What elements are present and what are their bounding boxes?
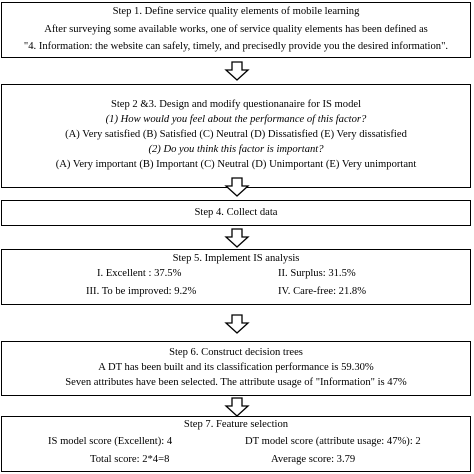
step23-title: Step 2 &3. Design and modify questionanaire for IS model (110, 99, 362, 110)
step23-answers1: (A) Very satisfied (B) Satisfied (C) Neutral (D) Dissatisfied (E) Very dissatisfied (65, 129, 407, 140)
step1-line2: "4. Information: the website can safely, timely, and precisedly provide you the desired information". (23, 41, 449, 52)
step5-quadrant1: I. Excellent : 37.5% (97, 268, 182, 279)
step6-title: Step 6. Construct decision trees (169, 347, 303, 358)
step6-line1: A DT has been built and its classification performance is 59.30% (98, 362, 374, 373)
step23-question1: (1) How would you feel about the performance of this factor? (105, 114, 367, 125)
down-arrow-icon (224, 177, 250, 197)
step7-total-score: Total score: 2*4=8 (90, 454, 170, 465)
down-arrow-icon (224, 61, 250, 81)
step5-quadrant4: IV. Care-free: 21.8% (278, 286, 367, 297)
down-arrow-icon (224, 314, 250, 334)
down-arrow-icon (224, 228, 250, 248)
step7-is-score: IS model score (Excellent): 4 (48, 436, 173, 447)
step7-box (1, 416, 471, 472)
step4-title: Step 4. Collect data (194, 207, 278, 218)
step7-average-score: Average score: 3.79 (271, 454, 356, 465)
step6-line2: Seven attributes have been selected. The attribute usage of "Information" is 47% (65, 377, 407, 388)
step1-title: Step 1. Define service quality elements of mobile learning (112, 6, 360, 17)
down-arrow-icon (224, 397, 250, 417)
step1-line1: After surveying some available works, one of service quality elements has been defined as (44, 24, 428, 35)
step5-quadrant2: II. Surplus: 31.5% (278, 268, 356, 279)
step5-box (1, 249, 471, 305)
step7-dt-score: DT model score (attribute usage: 47%): 2 (245, 436, 421, 447)
step23-box (1, 84, 471, 188)
step4-box (1, 200, 471, 226)
step23-question2: (2) Do you think this factor is important? (148, 144, 324, 155)
step6-box (1, 341, 471, 396)
step5-quadrant3: III. To be improved: 9.2% (86, 286, 197, 297)
step5-title: Step 5. Implement IS analysis (172, 253, 300, 264)
step23-answers2: (A) Very important (B) Important (C) Neutral (D) Unimportant (E) Very unimportant (55, 159, 417, 170)
step1-box (1, 2, 471, 58)
step7-title: Step 7. Feature selection (183, 419, 289, 430)
